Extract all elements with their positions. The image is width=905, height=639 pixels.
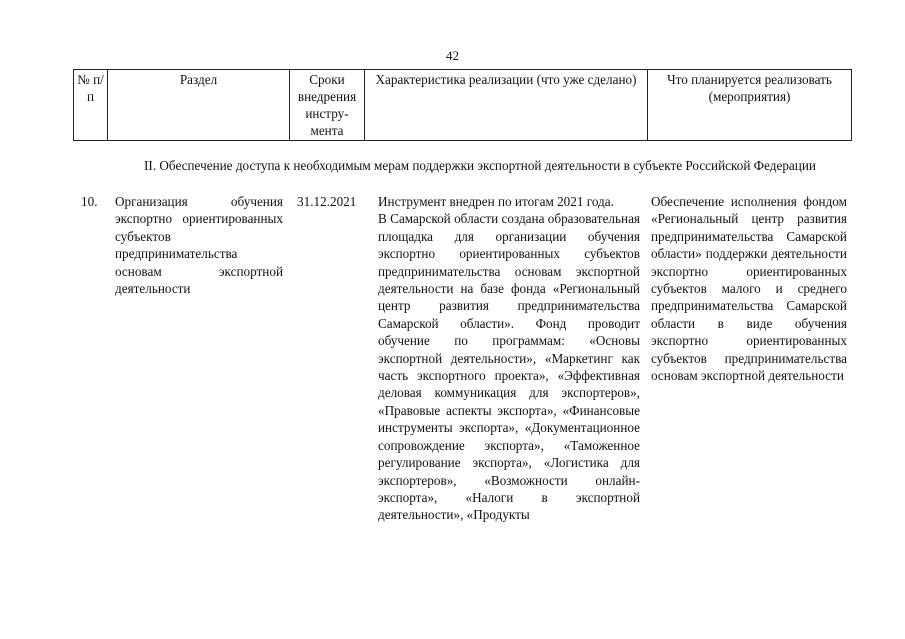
header-terms: Сроки внедрения инстру-мента <box>290 70 365 141</box>
header-num: № п/п <box>74 70 108 141</box>
table-header <box>73 69 852 141</box>
row-name: Организация обучения экспортно ориентированных субъектов предпринимательства основам экспортной деятельности <box>115 194 283 297</box>
header-planned: Что планируется реализовать (мероприятия) <box>648 70 852 141</box>
row-planned: Обеспечение исполнения фондом «Региональный центр развития предпринимательства Самарской области» поддержки деятельности экспортно ориентированных субъектов малого и среднего предпринимательства Самарской области в виде обучения экспортно ориентированных субъектов предпринимательства основам экспортной деятельности <box>651 194 847 384</box>
section-title: II. Обеспечение доступа к необходимым мерам поддержки экспортной деятельности в субъекте Российской Федерации <box>144 158 816 173</box>
row-characteristic <box>378 193 640 524</box>
characteristic-paragraph-2: В Самарской области создана образовательная площадка для организации обучения экспортно ориентированных субъектов предпринимательства основам экспортной деятельности на базе фонда «Региональный центр развития предпринимательства Самарской области». Фонд проводит обучение по программам: «Основы экспортной деятельности», «Маркетинг как часть экспортного проекта», «Эффективная деловая коммуникация для экспортеров», «Правовые аспекты экспорта», «Финансовые инструменты экспорта», «Документационное сопровождение экспорта», «Таможенное регулирование экспорта», «Логистика для экспортеров», «Возможности онлайн-экспорта», «Налоги в экспортной деятельности», «Продукты <box>378 211 640 523</box>
header-section: Раздел <box>108 70 290 141</box>
row-date: 31.12.2021 <box>297 194 357 209</box>
header-characteristics: Характеристика реализации (что уже сделано) <box>365 70 648 141</box>
row-number: 10. <box>81 194 98 209</box>
page-number: 42 <box>446 48 459 63</box>
characteristic-paragraph-1: Инструмент внедрен по итогам 2021 года. <box>378 194 614 209</box>
